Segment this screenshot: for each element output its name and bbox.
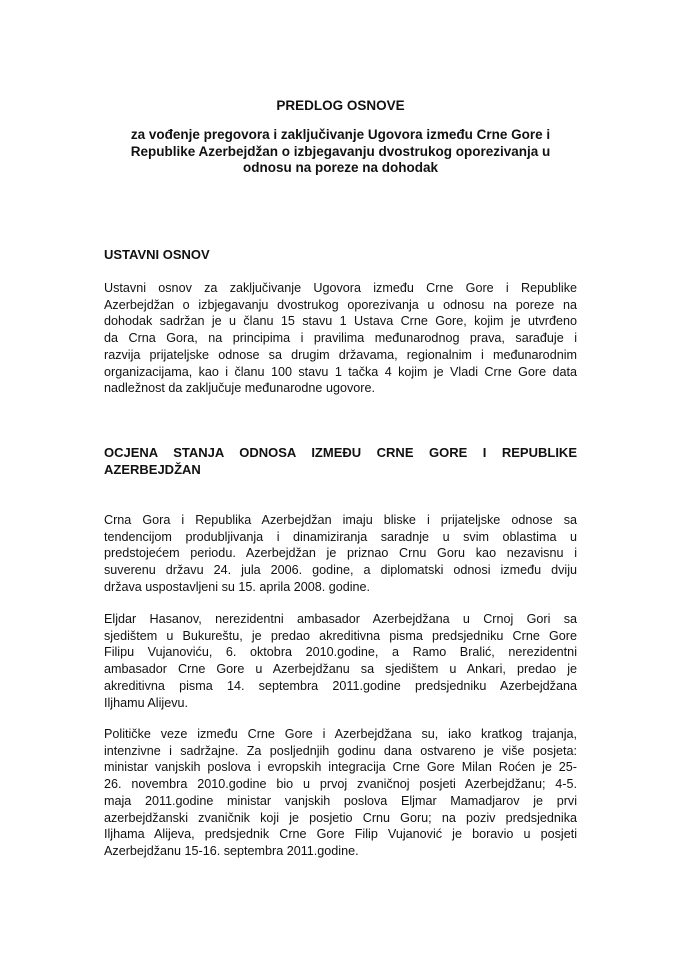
text-line: sjedištem u Bukureštu, je predao akreditivna pisma predsjedniku Crne Gore bbox=[104, 628, 577, 643]
heading-line: OCJENA STANJA ODNOSA IZMEĐU CRNE GORE I REPUBLIKE bbox=[104, 445, 577, 460]
text-line: 26. novembra 2010.godine bio u prvoj zvaničnoj posjeti Azerbejdžanu; 4-5. bbox=[104, 777, 577, 792]
text-line: akreditivna pisma 14. septembra 2011.godine predsjedniku Azerbejdžana bbox=[104, 678, 577, 693]
text-line: Iljhamu Alijevu. bbox=[104, 695, 188, 710]
text-line: nadležnost da zaključuje međunarodne ugovore. bbox=[104, 381, 375, 396]
text-line: razvija prijateljske odnose sa drugim državama, regionalnim i međunarodnim bbox=[104, 347, 577, 362]
text-line: Eljdar Hasanov, nerezidentni ambasador Azerbejdžana u Crnoj Gori sa bbox=[104, 612, 577, 626]
section-heading-ocjena-stanja bbox=[104, 445, 577, 478]
subtitle-line: odnosu na poreze na dohodak bbox=[242, 160, 438, 176]
text-line: Azerbejdžanu 15-16. septembra 2011.godine. bbox=[104, 843, 359, 858]
paragraph-relations bbox=[104, 512, 577, 596]
paragraph-ustavni-osnov bbox=[104, 280, 577, 397]
paragraph-ambassadors bbox=[104, 611, 577, 711]
text-line: država uspostavljeni su 15. aprila 2008. godine. bbox=[104, 579, 371, 594]
text-line: intenzivne i sadržajne. Za posljednjih godinu dana ostvareno je više posjeta: bbox=[104, 743, 577, 758]
text-line: suverenu državu 24. jula 2006. godine, a diplomatski odnosi između dviju bbox=[104, 563, 577, 578]
subtitle-line: Republike Azerbejdžan o izbjegavanju dvostrukog oporezivanja u bbox=[130, 143, 551, 159]
text-line: maja 2011.godine ministar vanjskih poslova Eljmar Mamadjarov je prvi bbox=[104, 793, 577, 808]
text-line: Azerbejdžan o izbjegavanju dvostrukog oporezivanja u odnosu na poreze na bbox=[104, 297, 577, 312]
text-line: predstojećem periodu. Azerbejdžan je priznao Crnu Goru kao nezavisnu i bbox=[104, 546, 577, 561]
heading-line: AZERBEJDŽAN bbox=[104, 461, 201, 477]
text-line: Ustavni osnov za zaključivanje Ugovora između Crne Gore i Republike bbox=[104, 281, 577, 295]
text-line: Crna Gora i Republika Azerbejdžan imaju bliske i prijateljske odnose sa bbox=[104, 513, 577, 527]
text-line: Iljhama Alijeva, predsjednik Crne Gore Filip Vujanović je boravio u posjeti bbox=[104, 827, 577, 842]
text-line: da Crna Gora, na principima i pravilima međunarodnog prava, sarađuje i bbox=[104, 331, 577, 346]
text-line: organizacijama, kao i članu 100 stavu 1 tačka 4 kojim je Vladi Crne Gore data bbox=[104, 364, 577, 379]
section-heading-ustavni-osnov: USTAVNI OSNOV bbox=[104, 247, 210, 262]
text-line: dohodak sadržan je u članu 15 stavu 1 Ustava Crne Gore, kojim je utvrđeno bbox=[104, 314, 577, 329]
text-line: tendencijom produbljivanja i dinamiziranja saradnje u svim oblastima u bbox=[104, 529, 577, 544]
document-title: PREDLOG OSNOVE bbox=[276, 98, 405, 113]
text-line: azerbejdžanski zvaničnik koji je posjetio Crnu Goru; na poziv predsjednika bbox=[104, 810, 577, 825]
document-subtitle bbox=[104, 127, 577, 177]
text-line: ministar vanjskih poslova i evropskih integracija Crne Gore Milan Roćen je 25- bbox=[104, 760, 577, 775]
text-line: Političke veze između Crne Gore i Azerbejdžana su, iako kratkog trajanja, bbox=[104, 727, 577, 741]
text-line: ambasador Crne Gore u Azerbejdžanu sa sjedištem u Ankari, predao je bbox=[104, 662, 577, 677]
paragraph-political-ties bbox=[104, 726, 577, 860]
text-line: Filipu Vujanoviću, 6. oktobra 2010.godine, a Ramo Bralić, nerezidentni bbox=[104, 645, 577, 660]
subtitle-line: za vođenje pregovora i zaključivanje Ugovora između Crne Gore i bbox=[130, 127, 551, 142]
